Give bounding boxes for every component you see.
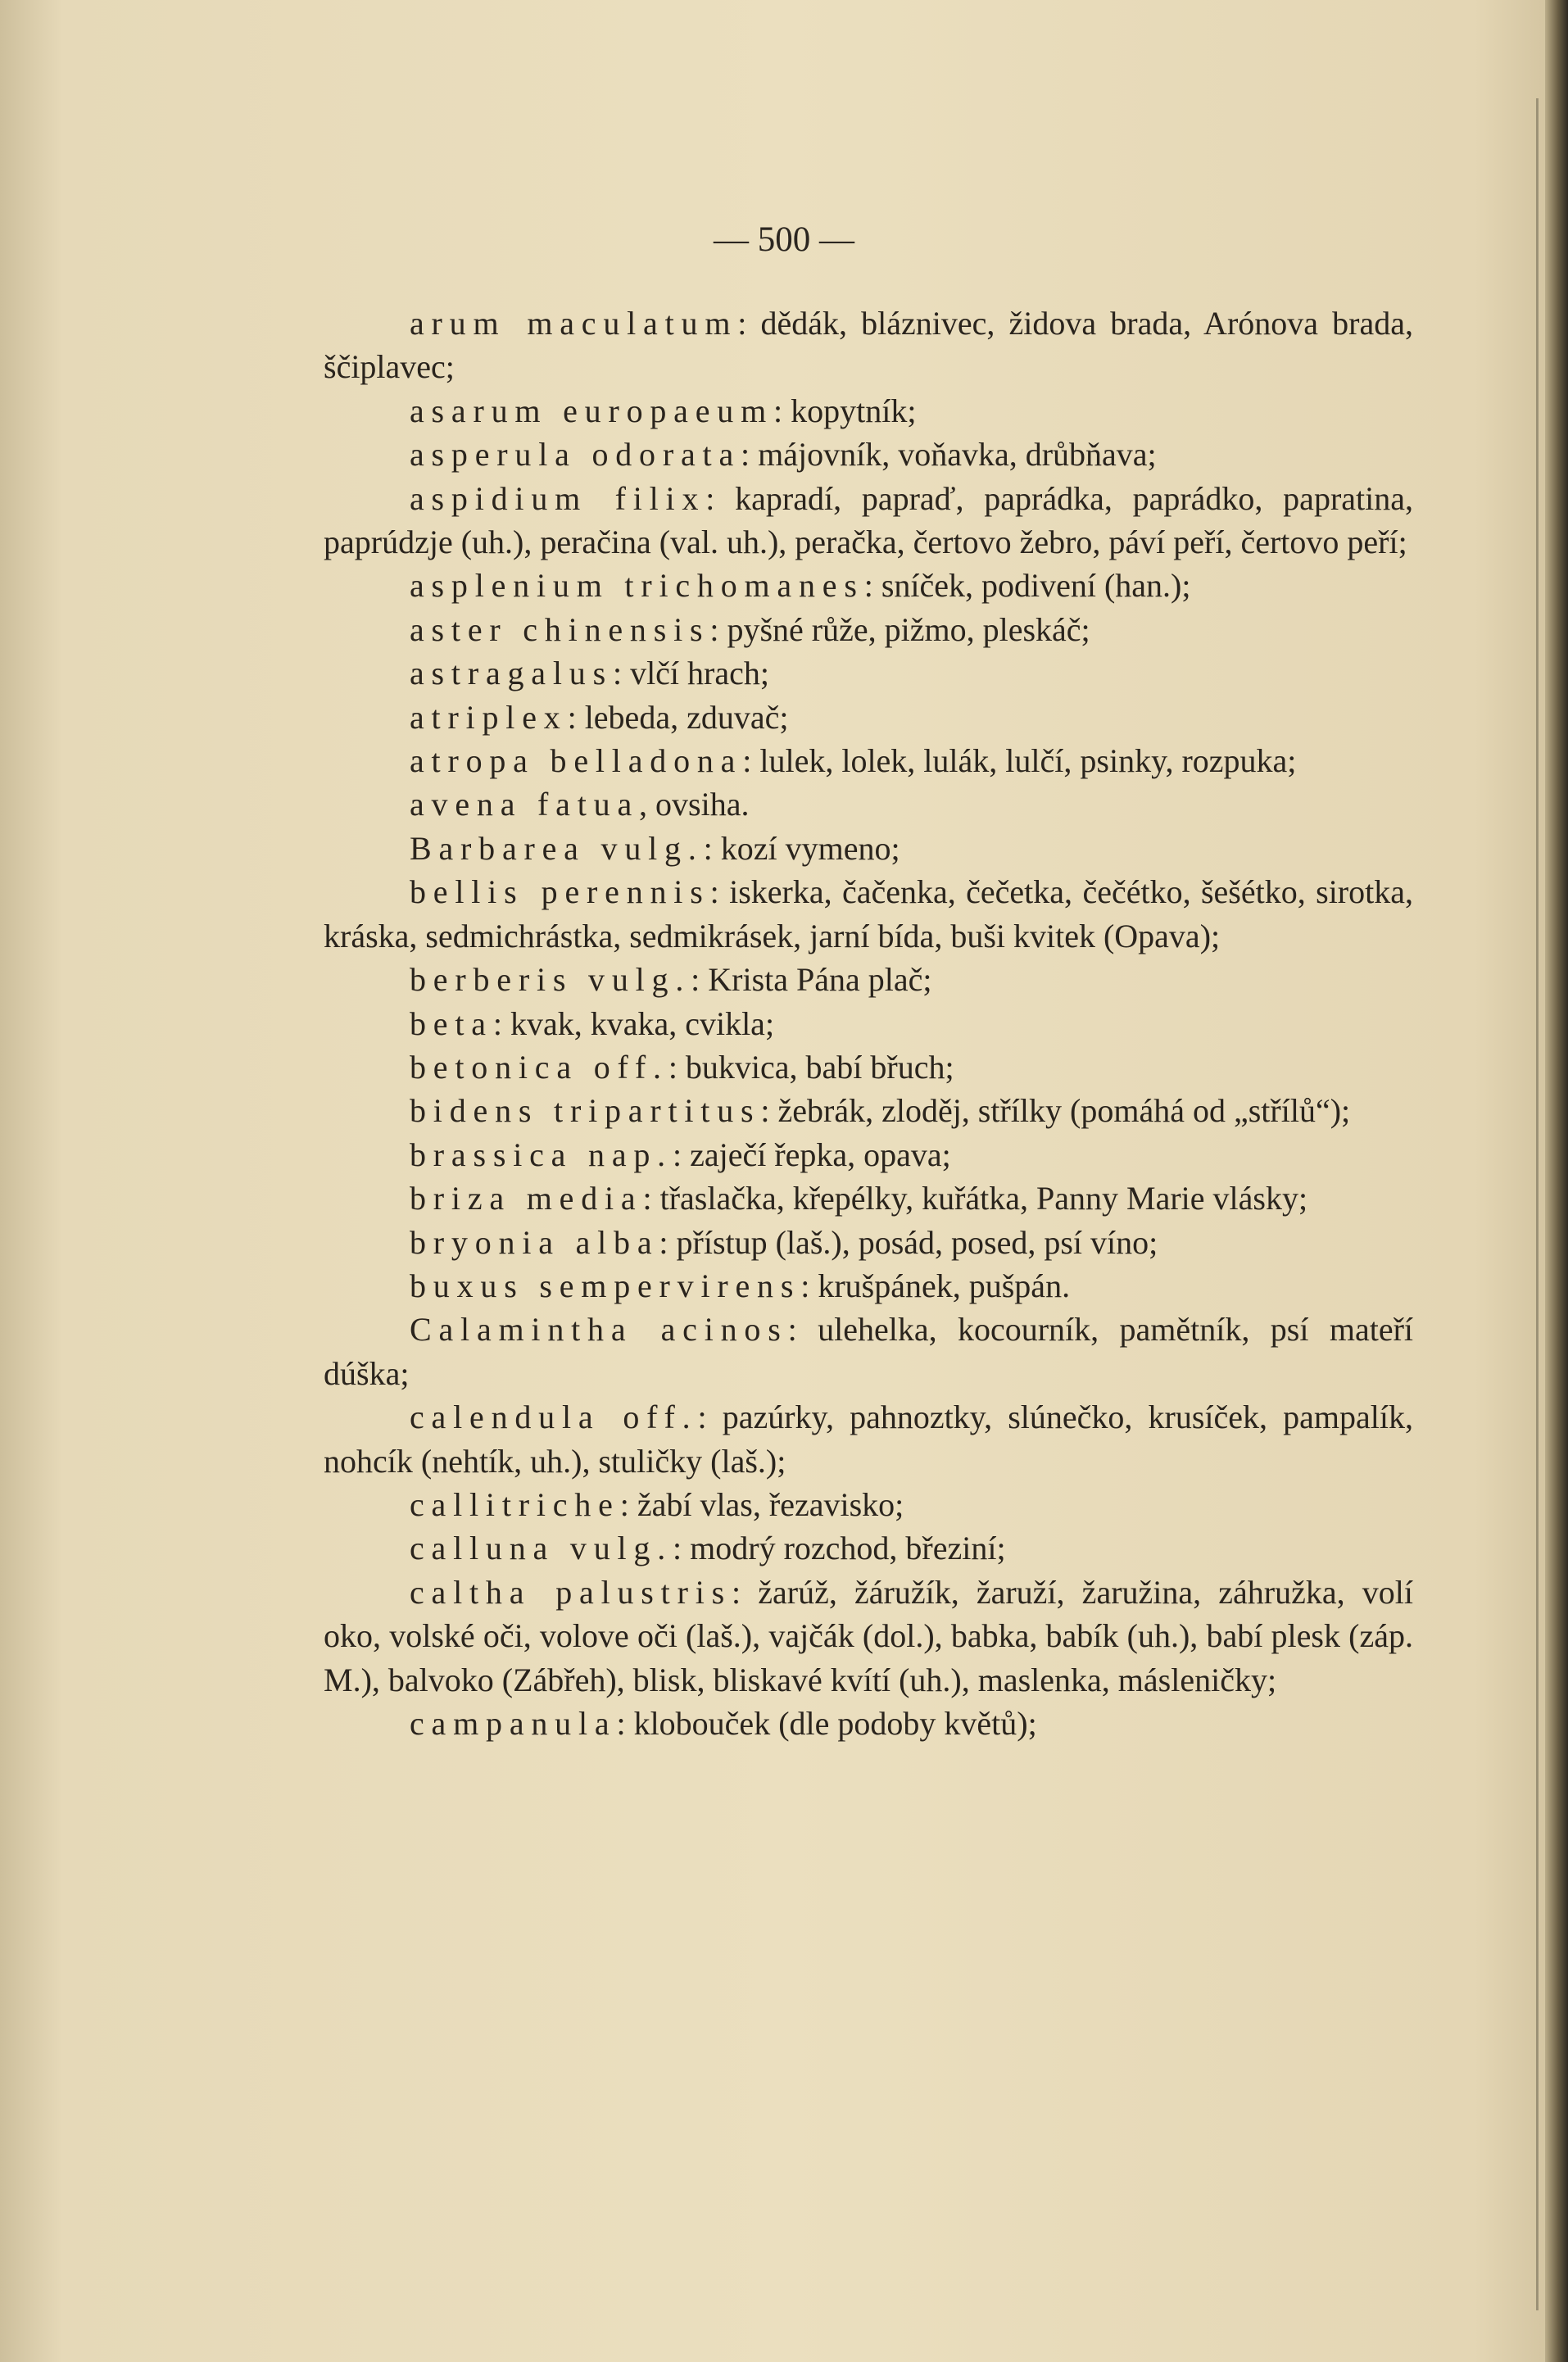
entry-text: : kozí vymeno; [703, 829, 900, 867]
entry-term: arum maculatum [410, 305, 738, 342]
entry-callitriche [324, 1483, 1413, 1526]
entry-briza-media [324, 1176, 1413, 1220]
entry-text: : přístup (laš.), posád, posed, psí víno; [659, 1223, 1158, 1261]
entry-asarum-europaeum [324, 389, 1413, 433]
entry-term: atriplex [410, 698, 568, 736]
entry-term: campanula [410, 1705, 617, 1742]
entry-term: calluna vulg. [410, 1530, 673, 1567]
entry-text: : dědák, bláznivec, židova brada, Arónova brada, ščiplavec; [324, 305, 1413, 386]
entry-term: astragalus [410, 655, 613, 692]
entry-term: beta [410, 1004, 493, 1042]
entry-asperula-odorata [324, 433, 1413, 476]
entry-term: caltha palustris [410, 1573, 732, 1611]
entry-caltha-palustris [324, 1571, 1413, 1702]
entry-term: avena fatua [410, 786, 640, 823]
entry-term: bidens tripartitus [410, 1092, 761, 1130]
entry-text: : žebrák, zloděj, střílky (pomáhá od „střílů“); [760, 1092, 1351, 1130]
entry-term: asplenium trichomanes [410, 567, 864, 605]
entry-avena-fatua [324, 782, 1413, 826]
entry-text: : vlčí hrach; [612, 655, 769, 692]
entry-text: : pyšné růže, pižmo, pleskáč; [709, 610, 1090, 648]
entry-term: Barbarea vulg. [410, 829, 704, 867]
entry-aster-chinensis [324, 608, 1413, 651]
entry-text: : třaslačka, křepélky, kuřátka, Panny Marie vlásky; [642, 1180, 1308, 1217]
entry-text: : modrý rozchod, březiní; [673, 1530, 1006, 1567]
entry-bellis-perennis [324, 870, 1413, 958]
entry-bidens-tripartitus [324, 1089, 1413, 1132]
entry-calamintha-acinos [324, 1308, 1413, 1395]
entry-brassica-nap [324, 1133, 1413, 1176]
entry-text: : kvak, kvaka, cvikla; [492, 1004, 775, 1042]
entry-campanula [324, 1702, 1413, 1745]
entry-term: bellis perennis [410, 873, 710, 911]
entry-text: : bukvica, babí břuch; [668, 1048, 954, 1086]
book-binding-edge [1545, 0, 1568, 2362]
entry-term: calendula off. [410, 1399, 698, 1436]
entry-text: , ovsiha. [639, 786, 750, 823]
entry-term: briza media [410, 1180, 643, 1217]
entry-beta [324, 1002, 1413, 1045]
entry-buxus-sempervirens [324, 1264, 1413, 1308]
entry-text: : sníček, podivení (han.); [863, 567, 1191, 605]
entry-text: : krušpánek, pušpán. [800, 1267, 1071, 1304]
entry-text: : žabí vlas, řezavisko; [619, 1485, 904, 1523]
entry-atriplex [324, 696, 1413, 739]
entry-barbarea-vulg [324, 827, 1413, 870]
entry-term: atropa belladona [410, 742, 743, 780]
entry-term: berberis vulg. [410, 961, 691, 999]
entry-text: : zaječí řepka, opava; [672, 1136, 951, 1173]
entry-term: bryonia alba [410, 1223, 659, 1261]
entry-text: : iskerka, čačenka, čečetka, čečétko, šešétko, sirotka, kráska, sedmichrástka, sedmikrásek, jarní bída, buši kvitek (Opava); [324, 873, 1413, 954]
page-number: — 500 — [714, 220, 854, 259]
entry-term: brassica nap. [410, 1136, 673, 1173]
entry-term: asperula odorata [410, 436, 741, 474]
entry-text: : ulehelka, kocourník, pamětník, psí mateří dúška; [324, 1311, 1414, 1392]
entry-text: : klobouček (dle podoby květů); [616, 1705, 1037, 1742]
entry-term: buxus sempervirens [410, 1267, 801, 1304]
entry-astragalus [324, 651, 1413, 695]
entry-berberis-vulg [324, 958, 1413, 1001]
entry-betonica-off [324, 1045, 1413, 1089]
entry-arum-maculatum [324, 301, 1413, 389]
entry-bryonia-alba [324, 1221, 1413, 1264]
entry-atropa-belladona [324, 739, 1413, 782]
entry-text: : lulek, lolek, lulák, lulčí, psinky, rozpuka; [742, 742, 1297, 780]
entry-term: aspidium filix [410, 479, 706, 517]
entry-text: : pazúrky, pahnoztky, slúnečko, krusíček, pampalík, nohcík (nehtík, uh.), stuličky (laš.); [324, 1399, 1413, 1480]
entry-text: : kapradí, papraď, paprádka, paprádko, papratina, paprúdzje (uh.), peračina (val. uh.), peračka, čertovo žebro, páví peří, čertovo peří; [324, 479, 1413, 561]
entry-list [324, 301, 1413, 1745]
entry-term: Calamintha acinos [410, 1311, 788, 1349]
entry-term: betonica off. [410, 1048, 668, 1086]
entry-term: aster chinensis [410, 610, 710, 648]
entry-asplenium-trichomanes [324, 564, 1413, 607]
binding-shadow [1536, 98, 1539, 2310]
entry-text: : Krista Pána plač; [691, 961, 932, 999]
entry-text: : kopytník; [773, 392, 917, 429]
entry-text: : májovník, voňavka, drůbňava; [741, 436, 1157, 474]
entry-calluna-vulg [324, 1526, 1413, 1570]
entry-term: asarum europaeum [410, 392, 774, 429]
entry-text: : lebeda, zduvač; [567, 698, 789, 736]
entry-aspidium-filix [324, 477, 1413, 564]
entry-term: callitriche [410, 1485, 620, 1523]
entry-text: : žarúž, žáružík, žaruží, žaružina, záhružka, volí oko, volské oči, volove oči (laš.), vajčák (dol.), babka, babík (uh.), babí plesk (záp. M.), balvoko (Zábřeh), blisk, bliskavé kvítí (uh.), maslenka, másleničky; [324, 1573, 1413, 1698]
entry-calendula-off [324, 1395, 1413, 1483]
